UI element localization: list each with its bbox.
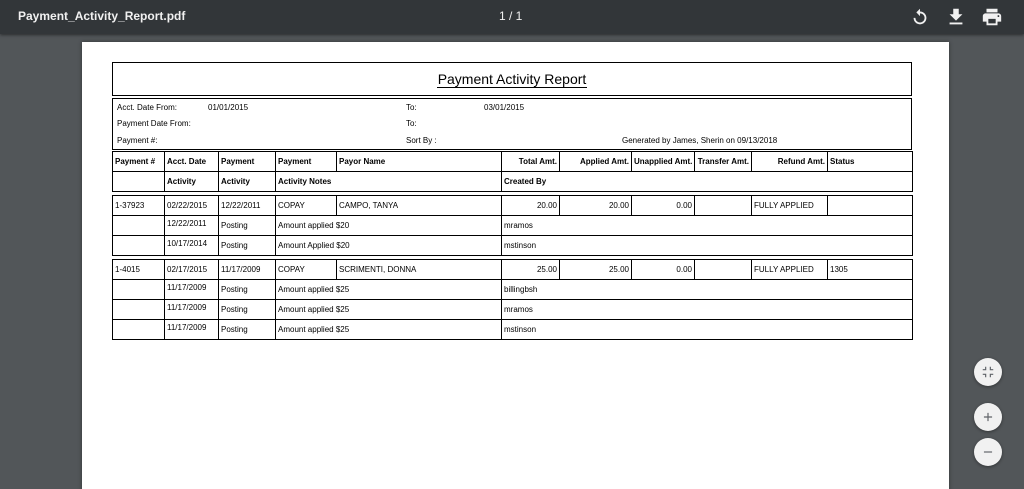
activity-created-by: mstinson xyxy=(502,236,913,256)
activity-row xyxy=(113,216,913,236)
col-activity: Activity xyxy=(219,172,276,192)
activity-date: 11/17/2009 xyxy=(165,320,219,340)
fit-page-button[interactable] xyxy=(974,358,1002,386)
col-payor-name: Payor Name xyxy=(337,152,502,172)
report-title: Payment Activity Report xyxy=(437,71,587,87)
page-indicator: 1 / 1 xyxy=(499,9,523,23)
acct-date: 02/22/2015 xyxy=(165,196,219,216)
activity-spacer xyxy=(113,236,165,256)
payment-date-from-label: Payment Date From: xyxy=(117,119,191,128)
report-criteria xyxy=(112,98,912,150)
activity-notes: Amount applied $25 xyxy=(276,280,502,300)
header-row xyxy=(113,152,913,172)
payment-activity-table xyxy=(112,151,913,340)
zoom-out-button[interactable] xyxy=(974,438,1002,466)
activity-type: Posting xyxy=(219,216,276,236)
payment-number: 1-37923 xyxy=(113,196,165,216)
activity-notes: Amount applied $25 xyxy=(276,300,502,320)
col-total-amt: Total Amt. xyxy=(502,152,560,172)
acct-date-to-label: To: xyxy=(406,103,417,112)
zoom-in-button[interactable] xyxy=(974,403,1002,431)
payor-name: CAMPO, TANYA xyxy=(337,196,502,216)
fit-page-icon xyxy=(981,365,995,379)
activity-created-by: mramos xyxy=(502,216,913,236)
applied-amt: 20.00 xyxy=(560,196,632,216)
total-amt: 25.00 xyxy=(502,260,560,280)
col-refund-amt: Refund Amt. xyxy=(752,152,828,172)
download-icon xyxy=(945,6,967,28)
payment-row xyxy=(113,260,913,280)
acct-date-from-label: Acct. Date From: xyxy=(117,103,178,112)
col-payment-number: Payment # xyxy=(113,152,165,172)
print-icon xyxy=(981,6,1003,28)
pdf-page xyxy=(82,42,949,489)
col-transfer-amt: Transfer Amt. xyxy=(695,152,752,172)
sort-by-label: Sort By : xyxy=(406,136,437,145)
status: FULLY APPLIED xyxy=(752,260,828,280)
activity-created-by: mramos xyxy=(502,300,913,320)
acct-date-from-value: 01/01/2015 xyxy=(208,103,249,112)
activity-type: Posting xyxy=(219,300,276,320)
payment-date: 12/22/2011 xyxy=(219,196,276,216)
col-acct-date: Acct. Date xyxy=(165,152,219,172)
unapplied-amt: 0.00 xyxy=(632,196,695,216)
download-button[interactable] xyxy=(945,6,967,28)
activity-row xyxy=(113,300,913,320)
col-payment: Payment xyxy=(219,152,276,172)
payor-name: SCRIMENTI, DONNA xyxy=(337,260,502,280)
col-status: Status xyxy=(828,152,913,172)
activity-row xyxy=(113,320,913,340)
transfer-amt xyxy=(695,196,752,216)
activity-row xyxy=(113,280,913,300)
activity-date: 12/22/2011 xyxy=(165,216,219,236)
print-button[interactable] xyxy=(981,6,1003,28)
activity-notes: Amount applied $20 xyxy=(276,216,502,236)
unapplied-amt: 0.00 xyxy=(632,260,695,280)
zoom-out-icon xyxy=(981,445,995,459)
report-title-box xyxy=(112,62,912,96)
activity-spacer xyxy=(113,216,165,236)
activity-type: Posting xyxy=(219,320,276,340)
total-amt: 20.00 xyxy=(502,196,560,216)
activity-type: Posting xyxy=(219,280,276,300)
activity-created-by: mstinson xyxy=(502,320,913,340)
subheader-row xyxy=(113,172,913,192)
document-title: Payment_Activity_Report.pdf xyxy=(18,9,186,23)
col-activity-notes: Activity Notes xyxy=(276,172,502,192)
acct-date-to-value: 03/01/2015 xyxy=(484,103,525,112)
col-created-by: Created By xyxy=(502,172,913,192)
zoom-in-icon xyxy=(981,410,995,424)
check-number xyxy=(828,196,913,216)
col-payment-type: Payment xyxy=(276,152,337,172)
acct-date: 02/17/2015 xyxy=(165,260,219,280)
applied-amt: 25.00 xyxy=(560,260,632,280)
payment-type: COPAY xyxy=(276,196,337,216)
generated-by: Generated by James, Sherin on 09/13/2018 xyxy=(622,136,778,145)
transfer-amt xyxy=(695,260,752,280)
activity-type: Posting xyxy=(219,236,276,256)
activity-created-by: billingbsh xyxy=(502,280,913,300)
rotate-icon xyxy=(909,6,931,28)
activity-spacer xyxy=(113,300,165,320)
payment-date: 11/17/2009 xyxy=(219,260,276,280)
col-activity-date: Activity xyxy=(165,172,219,192)
activity-date: 11/17/2009 xyxy=(165,300,219,320)
activity-date: 10/17/2014 xyxy=(165,236,219,256)
payment-number: 1-4015 xyxy=(113,260,165,280)
payment-row xyxy=(113,196,913,216)
activity-spacer xyxy=(113,280,165,300)
status: FULLY APPLIED xyxy=(752,196,828,216)
activity-notes: Amount applied $25 xyxy=(276,320,502,340)
activity-row xyxy=(113,236,913,256)
activity-spacer xyxy=(113,320,165,340)
pdf-toolbar xyxy=(0,0,1024,34)
payment-date-to-label: To: xyxy=(406,119,417,128)
col-unapplied-amt: Unapplied Amt. xyxy=(632,152,695,172)
rotate-button[interactable] xyxy=(909,6,931,28)
activity-date: 11/17/2009 xyxy=(165,280,219,300)
check-number: 1305 xyxy=(828,260,913,280)
payment-number-label: Payment #: xyxy=(117,136,158,145)
col-applied-amt: Applied Amt. xyxy=(560,152,632,172)
activity-notes: Amount Applied $20 xyxy=(276,236,502,256)
payment-type: COPAY xyxy=(276,260,337,280)
